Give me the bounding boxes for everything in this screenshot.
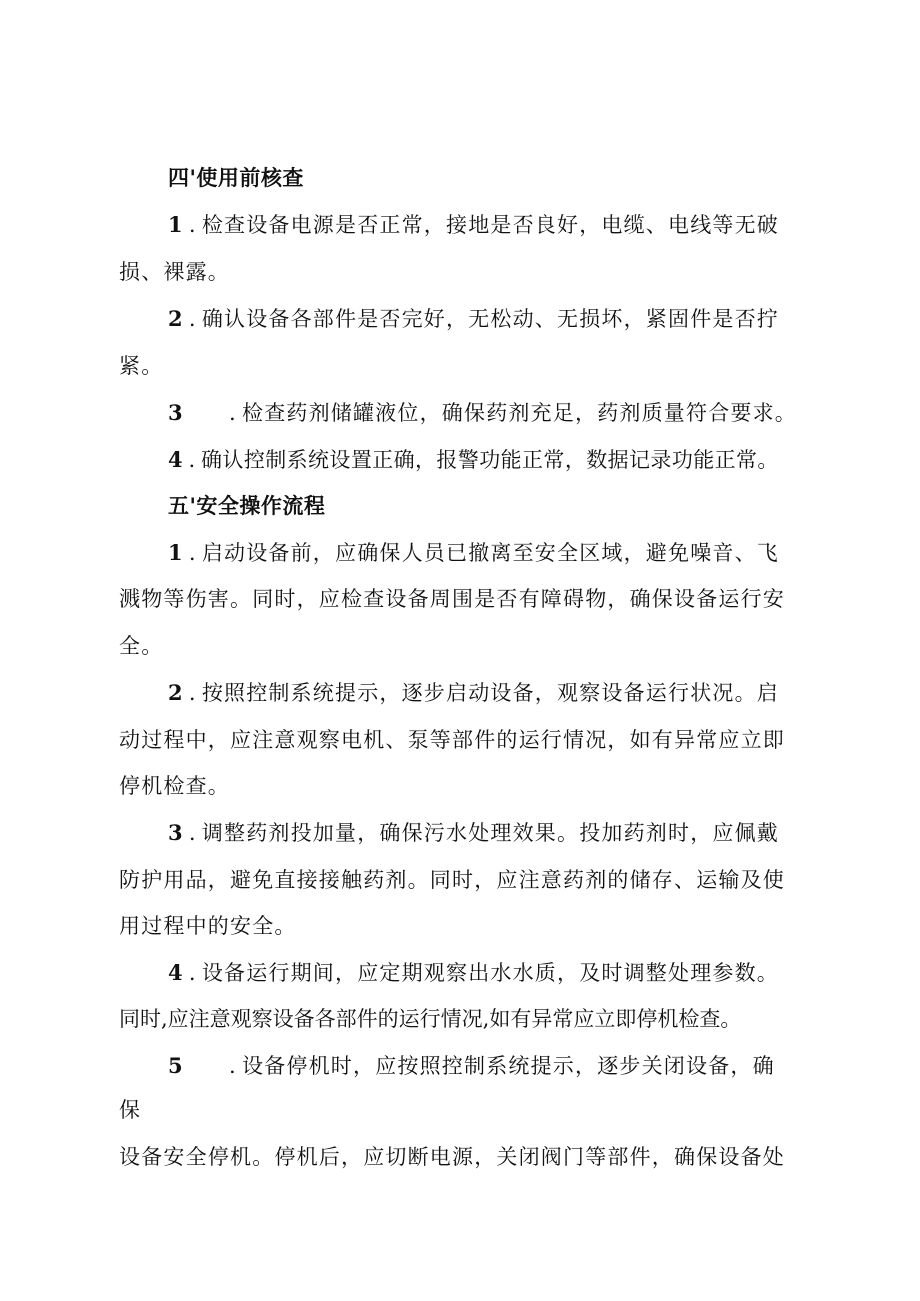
list-item-5-1-cont: 溅物等伤害。同时，应检查设备周围是否有障碍物，确保设备运行安 bbox=[119, 587, 785, 611]
item-dot: . bbox=[188, 681, 197, 705]
item-dot: . bbox=[188, 448, 196, 472]
list-item-5-5-cont: 保 bbox=[119, 1098, 142, 1122]
item-text: 调整药剂投加量，确保污水处理效果。投加药剂时，应佩戴 bbox=[201, 821, 780, 845]
list-item-5-2-cont: 动过程中，应注意观察电机、泵等部件的运行情况，如有异常应立即 bbox=[119, 728, 785, 752]
list-item-5-4 bbox=[168, 959, 779, 987]
item-number: 1 bbox=[168, 540, 184, 565]
item-number: 2 bbox=[168, 680, 184, 705]
item-text: 设备停机时，应按照控制系统提示，逐步关闭设备，确 bbox=[242, 1054, 775, 1078]
list-item-5-3-cont: 用过程中的安全。 bbox=[119, 914, 297, 938]
item-dot: . bbox=[188, 307, 197, 331]
section-heading-5: 五'安全操作流程 bbox=[168, 494, 326, 518]
item-text: 启动设备前，应确保人员已撤离至安全区域，避免噪音、飞 bbox=[201, 541, 780, 565]
list-item-4-3 bbox=[168, 399, 797, 427]
item-text: 确认控制系统设置正确，报警功能正常，数据记录功能正常。 bbox=[201, 448, 779, 472]
item-dot: . bbox=[188, 961, 197, 985]
list-item-5-1 bbox=[168, 539, 779, 567]
item-text: 检查设备电源是否正常，接地是否良好，电缆、电线等无破 bbox=[201, 213, 780, 237]
item-dot: . bbox=[188, 541, 197, 565]
item-number: 3 bbox=[168, 820, 184, 845]
item-number: 2 bbox=[168, 306, 184, 331]
item-number: 1 bbox=[168, 212, 184, 237]
item-text: 确认设备各部件是否完好，无松动、无损坏，紧固件是否拧 bbox=[201, 307, 780, 331]
item-text: 设备运行期间，应定期观察出水水质，及时调整处理参数。 bbox=[201, 961, 780, 985]
section-heading-4: 四'使用前核查 bbox=[168, 166, 304, 190]
list-item-4-4 bbox=[168, 446, 779, 474]
list-item-5-4-cont: 同时,应注意观察设备各部件的运行情况,如有异常应立即停机检查。 bbox=[119, 1007, 742, 1031]
item-dot: . bbox=[188, 213, 197, 237]
list-item-4-2-cont: 紧。 bbox=[119, 354, 164, 378]
item-dot: . bbox=[229, 1054, 237, 1078]
list-item-4-1 bbox=[168, 211, 779, 239]
item-dot: . bbox=[229, 401, 237, 425]
list-item-5-2-cont: 停机检查。 bbox=[119, 774, 230, 798]
list-item-5-2 bbox=[168, 679, 779, 707]
list-item-5-3-cont: 防护用品，避免直接接触药剂。同时，应注意药剂的储存、运输及使 bbox=[119, 868, 785, 892]
item-number: 5 bbox=[168, 1053, 184, 1078]
item-text: 按照控制系统提示，逐步启动设备，观察设备运行状况。启 bbox=[201, 681, 780, 705]
list-item-5-3 bbox=[168, 819, 779, 847]
item-number: 3 bbox=[168, 400, 184, 425]
item-dot: . bbox=[188, 821, 197, 845]
item-number: 4 bbox=[168, 960, 184, 985]
list-item-4-2 bbox=[168, 305, 779, 333]
list-item-4-1-cont: 损、裸露。 bbox=[119, 260, 230, 284]
item-number: 4 bbox=[168, 447, 184, 472]
list-item-5-1-cont: 全。 bbox=[119, 634, 164, 658]
item-text: 检查药剂储罐液位，确保药剂充足，药剂质量符合要求。 bbox=[242, 401, 797, 425]
list-item-5-5-cont: 设备安全停机。停机后，应切断电源，关闭阀门等部件，确保设备处 bbox=[119, 1145, 785, 1169]
list-item-5-5 bbox=[168, 1052, 775, 1080]
